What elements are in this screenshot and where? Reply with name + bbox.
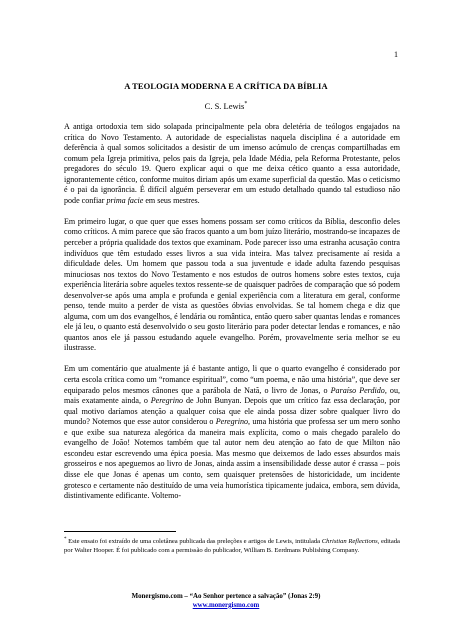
- footnote-book-title: Christian Reflections: [321, 538, 378, 546]
- page-number: 1: [394, 50, 398, 59]
- italic-text: Peregrino: [150, 396, 184, 406]
- text-run: de John Bunyan. Depois que um crítico faz essa declaração, por qual motivo daríamos atenção a qualquer coisa que ele ainda possa dizer sobre qualquer livro do mundo? Notemos que esse autor considerou o: [64, 396, 400, 427]
- text-run: , ou, mais exatamente ainda, o: [64, 385, 400, 406]
- author-name: C. S. Lewis: [204, 101, 245, 111]
- text-run: Em um comentário que atualmente já é bastante antigo, li que o quarto evangelho é considerado por certa escola crítica como um “romance espiritual”, como “um poema, e não uma história”, que deve ser equiparado pelos mesmos cânones que a parábola de Natã, o livro de Jonas, o: [64, 364, 400, 395]
- footnote-divider: [64, 531, 176, 532]
- page-title: A TEOLOGIA MODERNA E A CRÍTICA DA BÍBLIA: [124, 81, 328, 91]
- italic-text: Peregrino: [215, 417, 249, 427]
- footnote-mark: *: [64, 537, 67, 542]
- body-text: [64, 122, 400, 512]
- footnote-rest: , editada por Walter Hooper. É foi publicado com a permissão do publicador, William B. Eerdmans Publishing Company.: [64, 538, 400, 554]
- italic-text: prima facie: [106, 195, 144, 205]
- paragraph: [64, 364, 400, 501]
- text-run: , uma história que professa ser um mero sonho e que exibe sua natureza alegórica da maneira mais explícita, como o mais chegado paralelo do evangelho de João! Notemos também que tal autor nem deu atenção ao fato de que Milton não escondeu estar escrevendo uma épica poesia. Mas mesmo que deixemos de lado esses absurdos mais grosseiros e nos apeguemos ao livro de Jonas, ainda assim a insensibilidade desse autor é crassa – pois disse ele que Jonas é apenas um conto, sem quaisquer pretensões de historicidade, um incidente grotesco e certamente não destituído de uma veia humorística tipicamente judaica, embora, sem dúvida, distintivamente edificante. Voltemo-: [64, 417, 400, 501]
- paragraph: [64, 122, 400, 206]
- footnote: [64, 536, 400, 555]
- text-run: em seus mestres.: [143, 195, 200, 205]
- text-run: Em primeiro lugar, o que quer que esses homens possam ser como críticos da Bíblia, desconfio deles como críticos. A mim parece que são fracos quanto a um bom juízo literário, mostrando-se incapazes de perceber a própria qualidade dos textos que examinam. Pode parecer isso uma estranha acusação contra indivíduos que têm estudado esses livros a sua vida inteira. Mas talvez precisamente aí resida a dificuldade deles. Um homem que passou toda a sua juventude e idade adulta fazendo pesquisas minuciosas nos textos do Novo Testamento e nos estudos de outros homens sobre estes textos, cuja experiência literária sobre aqueles textos ressente-se de quaisquer padrões de comparação que só podem desenvolver-se após uma ampla e profunda e genial experiência com a literatura em geral, conforme penso, tende muito a perder de vista as questões óbvias envolvidas. Se tal homem chega e diz que alguma, com um dos evangelhos, é lendária ou romântica, então quero saber quantas lendas e romances ele já leu, o quanto está desenvolvido o seu gosto literário para poder detectar lendas e romances, e não quantos anos ele já passou estudando aquele evangelho. Porém, provavelmente seria melhor se eu ilustrasse.: [64, 216, 400, 353]
- footnote-text: Este ensaio foi extraído de uma coletânea publicada das preleções e artigos de Lewis, intitulada: [66, 538, 322, 546]
- paragraph: [64, 217, 400, 354]
- footer-tagline: Monergismo.com – “Ao Senhor pertence a salvação” (Jonas 2:9): [131, 593, 321, 600]
- author-line: [0, 101, 452, 111]
- author-footnote-mark: *: [244, 101, 248, 108]
- text-run: A antiga ortodoxia tem sido solapada principalmente pela obra deletéria de teólogos engajados na crítica do Novo Testamento. A autoridade de especialistas naquela disciplina é a autoridade em deferência à qual somos solicitados a desistir de um imenso acúmulo de crenças compartilhadas em comum pela Igreja primitiva, pelos pais da Igreja, pela Idade Média, pela Reforma Protestante, pelos pregadores do século 19. Quero explicar aqui o que me deixa cético quanto a essa autoridade, ignorantemente cético, conforme muitos diriam após um exame superficial da questão. Mas o ceticismo é o pai da ignorância. É difícil alguém perseverar em um estudo detalhado quando tal estudioso não pode confiar: [64, 122, 400, 205]
- page-footer: [0, 593, 452, 610]
- footer-link[interactable]: www.monergismo.com: [192, 601, 260, 609]
- italic-text: Paraíso Perdido: [330, 385, 385, 395]
